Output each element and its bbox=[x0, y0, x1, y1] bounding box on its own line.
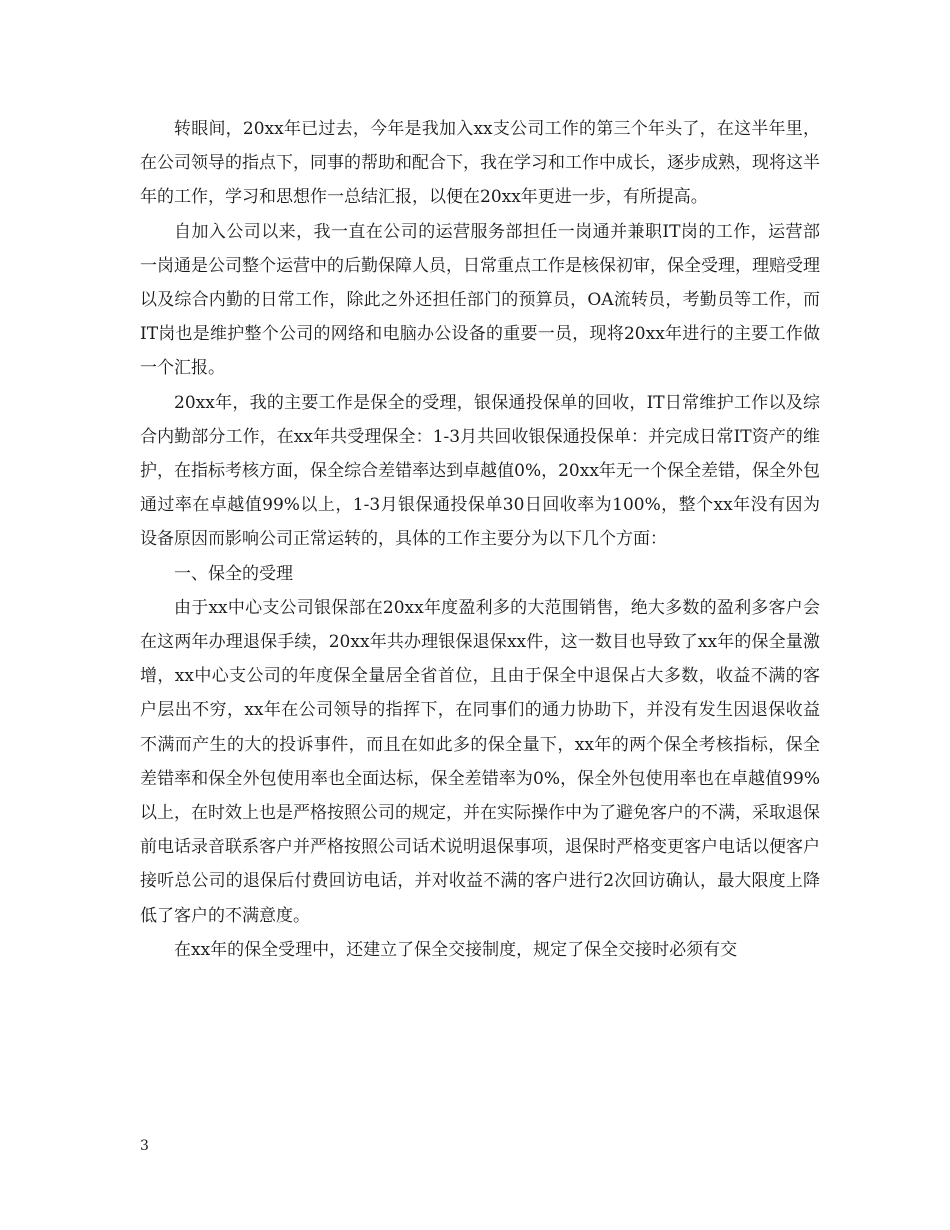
page-number: 3 bbox=[140, 1138, 149, 1154]
paragraph-intro: 转眼间，20xx年已过去，今年是我加入xx支公司工作的第三个年头了，在这半年里，在公司领导的指点下，同事的帮助和配合下，我在学习和工作中成长，逐步成熟，现将这半年的工作，学习和思想作一总结汇报，以便在20xx年更进一步，有所提高。 bbox=[140, 119, 820, 208]
paragraph-handover: 在xx年的保全受理中，还建立了保全交接制度，规定了保全交接时必须有交 bbox=[174, 939, 738, 960]
paragraph-role: 自加入公司以来，我一直在公司的运营服务部担任一岗通并兼职IT岗的工作，运营部一岗通是公司整个运营中的后勤保障人员，日常重点工作是核保初审，保全受理，理赔受理以及综合内勤的日常工作，除此之外还担任部门的预算员，OA流转员，考勤员等工作，而IT岗也是维护整个公司的网络和电脑办公设备的重要一员，现将20xx年进行的主要工作做一个汇报。 bbox=[140, 221, 820, 379]
section-heading: 一、保全的受理 bbox=[174, 563, 293, 584]
paragraph-summary: 20xx年，我的主要工作是保全的受理，银保通投保单的回收，IT日常维护工作以及综合内勤部分工作，在xx年共受理保全：1-3月共回收银保通投保单：并完成日常IT资产的维护，在指标考核方面，保全综合差错率达到卓越值0%，20xx年无一个保全差错，保全外包通过率在卓越值99%以上，1-3月银保通投保单30日回收率为100%，整个xx年没有因为设备原因而影响公司正常运转的，具体的工作主要分为以下几个方面： bbox=[140, 392, 820, 550]
document-body bbox=[140, 112, 820, 967]
paragraph-section-body: 由于xx中心支公司银保部在20xx年度盈利多的大范围销售，绝大多数的盈利多客户会在这两年办理退保手续，20xx年共办理银保退保xx件，这一数目也导致了xx年的保全量激增，xx中心支公司的年度保全量居全省首位，且由于保全中退保占大多数，收益不满的客户层出不穷，xx年在公司领导的指挥下，在同事们的通力协助下，并没有发生因退保收益不满而产生的大的投诉事件，而且在如此多的保全量下，xx年的两个保全考核指标，保全差错率和保全外包使用率也全面达标，保全差错率为0%，保全外包使用率也在卓越值99%以上，在时效上也是严格按照公司的规定，并在实际操作中为了避免客户的不满，采取退保前电话录音联系客户并严格按照公司话术说明退保事项，退保时严格变更客户电话以便客户接听总公司的退保后付费回访电话，并对收益不满的客户进行2次回访确认，最大限度上降低了客户的不满意度。 bbox=[140, 597, 820, 926]
